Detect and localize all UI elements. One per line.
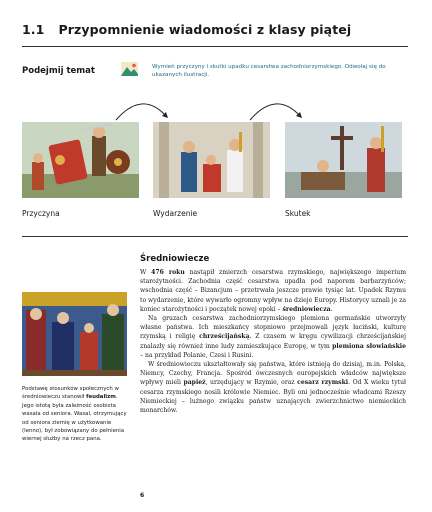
task-instruction: Wymień przyczyny i skutki upadku cesarstwa zachodniorzymskiego. Odwołaj się do ukazanych ilustracji. <box>152 64 386 78</box>
title-divider <box>22 46 408 47</box>
section-divider <box>22 236 408 237</box>
caption-cause: Przyczyna <box>22 209 60 218</box>
section-heading: Średniowiecze <box>140 254 210 264</box>
picture-icon <box>121 62 138 76</box>
paragraph: W średniowieczu ukształtowały się państwa, które istnieją do dzisiaj, m.in. Polska, Niemcy, Czechy, Francja. Spośród ówczesnych europejskich władców największe wpływy mieli papież, urzędujący w Rzymie, oraz cesarz rzymski. Od X wieku tytuł cesarza rzymskiego nosili królowie Niemiec. Byli oni jednocześnie władcami Rzeszy Niemieckiej – luźnego związku państw uznających zwierzchnictwo niemieckich monarchów. <box>140 361 406 415</box>
paragraph: W 476 roku nastąpił zmierzch cesarstwa rzymskiego, największego imperium starożytności. Zachodnia część cesarstwa upadła pod naporem barbarzyńców; wschodnia część – Bizancjum – przetrwała jeszcze prawie tysiąc lat. Upadek Rzymu to wydarzenie, które wywarło ogromny wpływ na dzieje Europy. Historycy uznali je za koniec starożytności i początek nowej epoki – średniowiecza. <box>140 269 406 313</box>
caption-event: Wydarzenie <box>153 209 198 218</box>
caption-effect: Skutek <box>285 209 311 218</box>
task-label: Podejmij temat <box>22 66 95 76</box>
illustration-cause <box>22 122 139 198</box>
illustration-event <box>153 122 270 198</box>
arrow-icon <box>246 96 306 124</box>
page-number: 6 <box>140 492 145 499</box>
arrow-icon <box>112 96 172 124</box>
medieval-miniature <box>22 292 127 376</box>
paragraph: Na gruzach cesarstwa zachodniorzymskiego plemiona germańskie utworzyły własne państwa. Ich mieszkańcy stopniowo przejmowali język łaciński, kulturę rzymską i religię chrześcijańską. Z czasem w kręgu cywilizacji chrześcijańskiej znalazły się również inne ludy zamieszkujące Europę, w tym plemiona słowiańskie – na przykład Polanie, Czesi i Rusini. <box>140 315 407 359</box>
chapter-title <box>22 22 351 37</box>
chapter-number: 1.1 <box>22 22 45 37</box>
illustration-effect <box>285 122 402 198</box>
chapter-title-text: Przypomnienie wiadomości z klasy piątej <box>58 22 352 37</box>
section-body <box>140 268 406 415</box>
sidebar-caption: Podstawę stosunków społecznych w średniowieczu stanowił feudalizm. Jego istotą była zależność osobista wasala od seniora. Wasal, otrzymujący od seniora ziemię w użytkowanie (lenno), był zobowiązany do pełnienia wiernej służby na rzecz pana. <box>22 386 127 443</box>
